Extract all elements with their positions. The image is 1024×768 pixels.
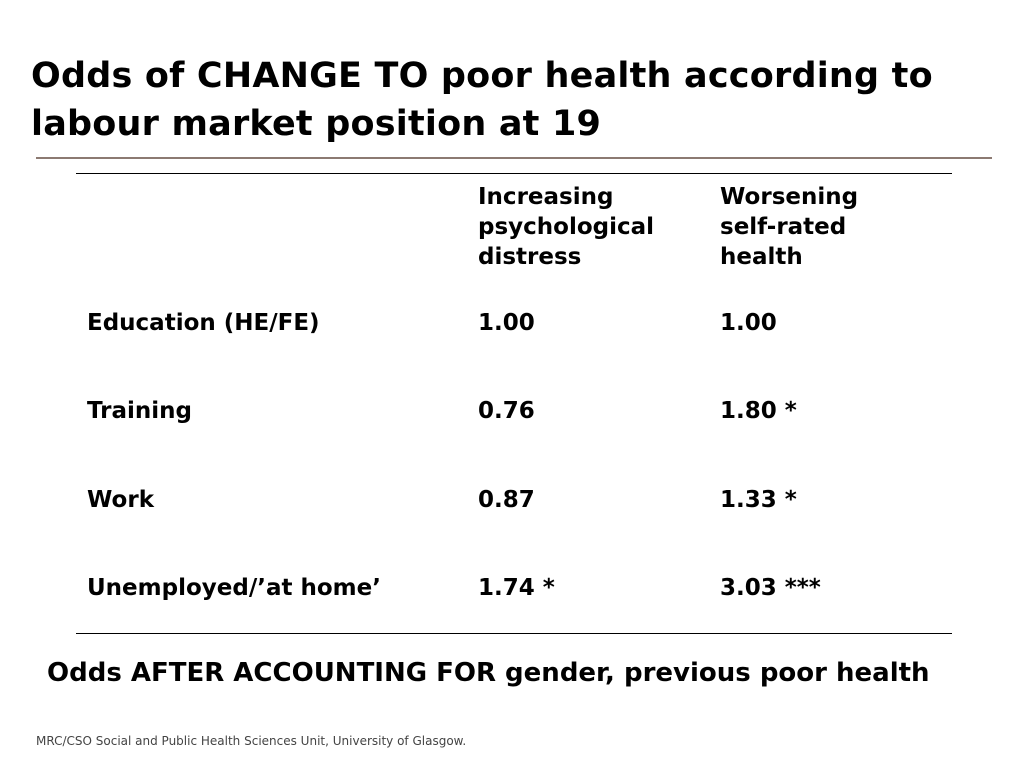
table-row [76, 573, 952, 613]
distress-odds-value: 0.87 [478, 487, 535, 513]
table-row [76, 308, 952, 348]
title-divider [36, 157, 992, 159]
table-row [76, 396, 952, 436]
odds-table [76, 173, 952, 634]
distress-odds-value: 1.74 * [478, 575, 555, 601]
table-row [76, 485, 952, 525]
distress-odds-value: 1.00 [478, 310, 535, 336]
distress-odds-value: 0.76 [478, 398, 535, 424]
adjustment-note: Odds AFTER ACCOUNTING FOR gender, previous poor health [47, 658, 930, 688]
row-label: Work [87, 487, 154, 513]
self-rated-odds-value: 1.33 * [720, 487, 797, 513]
footer-credit: MRC/CSO Social and Public Health Sciences Unit, University of Glasgow. [36, 734, 467, 748]
row-label: Training [87, 398, 193, 424]
column-header-self-rated-health: Worsening self-rated health [720, 184, 859, 270]
slide-title: Odds of CHANGE TO poor health according to labour market position at 19 [31, 56, 933, 144]
row-label: Education (HE/FE) [87, 310, 320, 336]
row-label: Unemployed/’at home’ [87, 575, 381, 601]
column-header-psychological-distress: Increasing psychological distress [478, 184, 655, 270]
self-rated-odds-value: 3.03 *** [720, 575, 821, 601]
self-rated-odds-value: 1.80 * [720, 398, 797, 424]
self-rated-odds-value: 1.00 [720, 310, 777, 336]
